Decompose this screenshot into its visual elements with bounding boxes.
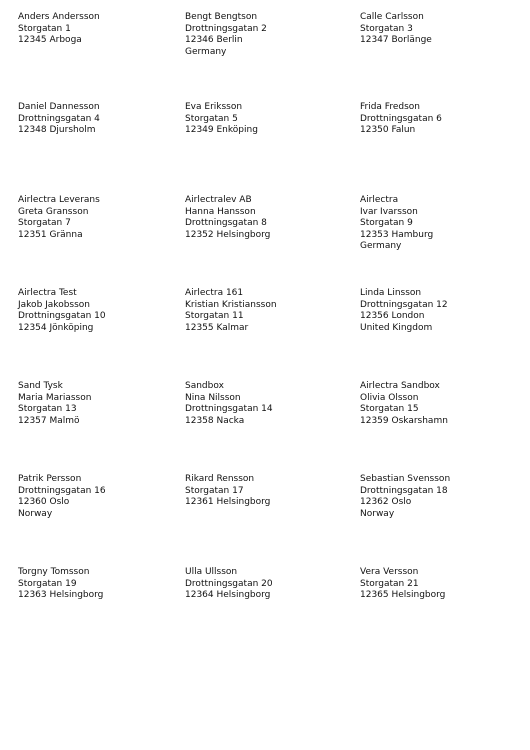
label-line: 12358 Nacka bbox=[185, 415, 245, 426]
label-line: Storgatan 17 bbox=[185, 485, 244, 496]
label-line: 12363 Helsingborg bbox=[18, 590, 104, 600]
label-line: 12349 Enköping bbox=[185, 125, 258, 135]
label-line: Greta Gransson bbox=[18, 206, 89, 217]
label-line: Drottningsgatan 16 bbox=[18, 485, 106, 496]
label-line: Torgny Tomsson bbox=[18, 567, 90, 577]
label-line: Sebastian Svensson bbox=[360, 474, 451, 484]
label-line: 12354 Jönköping bbox=[18, 322, 94, 333]
label-line: Germany bbox=[185, 46, 227, 57]
address-label bbox=[360, 12, 520, 47]
label-line: 12360 Oslo bbox=[18, 497, 70, 507]
address-label bbox=[360, 195, 520, 253]
address-label bbox=[185, 12, 345, 58]
label-line: Storgatan 9 bbox=[360, 218, 413, 228]
label-line: United Kingdom bbox=[360, 322, 433, 333]
address-label bbox=[185, 381, 345, 427]
label-line: Bengt Bengtson bbox=[185, 12, 258, 22]
label-line: Airlectra Leverans bbox=[18, 195, 100, 205]
label-line: 12364 Helsingborg bbox=[185, 590, 271, 600]
label-line: Drottningsgatan 20 bbox=[185, 578, 273, 589]
address-label bbox=[18, 474, 178, 520]
label-line: 12359 Oskarshamn bbox=[360, 415, 448, 426]
label-line: Airlectra Sandbox bbox=[360, 381, 440, 391]
label-line: Storgatan 3 bbox=[360, 23, 413, 34]
address-label bbox=[360, 567, 520, 602]
address-label bbox=[18, 102, 178, 137]
label-line: 12362 Oslo bbox=[360, 497, 412, 507]
label-line: 12345 Arboga bbox=[18, 35, 82, 45]
label-line: 12351 Gränna bbox=[18, 229, 83, 240]
label-line: 12365 Helsingborg bbox=[360, 590, 446, 600]
label-line: Norway bbox=[360, 508, 395, 519]
address-label bbox=[18, 381, 178, 427]
label-line: Anders Andersson bbox=[18, 12, 100, 22]
label-line: Drottningsgatan 10 bbox=[18, 311, 106, 321]
label-line: Storgatan 19 bbox=[18, 578, 77, 589]
label-line: Airlectralev AB bbox=[185, 195, 252, 205]
address-label bbox=[360, 381, 520, 427]
label-line: Storgatan 5 bbox=[185, 113, 238, 124]
address-label bbox=[360, 102, 520, 137]
label-line: Storgatan 13 bbox=[18, 404, 77, 414]
label-line: Jakob Jakobsson bbox=[18, 299, 91, 310]
label-line: 12348 Djursholm bbox=[18, 125, 96, 135]
label-line: Drottningsgatan 8 bbox=[185, 218, 267, 228]
label-line: Maria Mariasson bbox=[18, 392, 92, 403]
address-label bbox=[185, 288, 345, 334]
label-line: Airlectra 161 bbox=[185, 288, 244, 298]
label-line: Patrik Persson bbox=[18, 474, 82, 484]
label-line: Sand Tysk bbox=[18, 381, 63, 391]
label-line: Drottningsgatan 2 bbox=[185, 23, 267, 34]
label-line: Drottningsgatan 12 bbox=[360, 299, 448, 310]
label-line: Airlectra Test bbox=[18, 288, 77, 298]
label-line: Vera Versson bbox=[360, 567, 419, 577]
label-line: Airlectra bbox=[360, 195, 399, 205]
address-label bbox=[18, 12, 178, 47]
address-label bbox=[360, 474, 520, 520]
address-label bbox=[360, 288, 520, 334]
address-label bbox=[185, 567, 345, 602]
address-label bbox=[185, 474, 345, 509]
label-line: 12355 Kalmar bbox=[185, 322, 249, 333]
label-line: Sandbox bbox=[185, 381, 224, 391]
label-line: Storgatan 21 bbox=[360, 578, 419, 589]
label-line: 12346 Berlin bbox=[185, 35, 243, 45]
label-line: Olivia Olsson bbox=[360, 392, 419, 403]
label-line: 12347 Borlänge bbox=[360, 35, 432, 45]
label-line: 12356 London bbox=[360, 311, 425, 321]
label-line: Germany bbox=[360, 241, 402, 251]
label-line: Kristian Kristiansson bbox=[185, 299, 277, 310]
address-label bbox=[185, 195, 345, 241]
address-label bbox=[18, 567, 178, 602]
label-line: Storgatan 11 bbox=[185, 311, 244, 321]
label-line: Rikard Rensson bbox=[185, 474, 255, 484]
label-line: Daniel Dannesson bbox=[18, 102, 100, 112]
label-line: Drottningsgatan 14 bbox=[185, 404, 273, 414]
label-line: Storgatan 15 bbox=[360, 404, 419, 414]
address-label bbox=[185, 102, 345, 137]
label-line: 12357 Malmö bbox=[18, 415, 80, 426]
label-line: Hanna Hansson bbox=[185, 206, 256, 217]
label-line: Ivar Ivarsson bbox=[360, 206, 418, 217]
label-line: 12350 Falun bbox=[360, 125, 416, 135]
label-line: 12353 Hamburg bbox=[360, 229, 434, 240]
label-line: Calle Carlsson bbox=[360, 12, 424, 22]
address-label bbox=[18, 195, 178, 241]
label-line: Drottningsgatan 6 bbox=[360, 113, 442, 124]
label-line: Eva Eriksson bbox=[185, 102, 243, 112]
label-line: Storgatan 7 bbox=[18, 218, 71, 228]
address-label bbox=[18, 288, 178, 334]
label-line: Drottningsgatan 4 bbox=[18, 113, 100, 124]
label-line: Nina Nilsson bbox=[185, 392, 241, 403]
label-line: Norway bbox=[18, 508, 53, 519]
label-line: 12361 Helsingborg bbox=[185, 497, 271, 507]
label-line: Drottningsgatan 18 bbox=[360, 485, 448, 496]
label-line: 12352 Helsingborg bbox=[185, 229, 271, 240]
label-line: Linda Linsson bbox=[360, 288, 422, 298]
label-line: Storgatan 1 bbox=[18, 23, 71, 34]
label-line: Ulla Ullsson bbox=[185, 567, 238, 577]
label-line: Frida Fredson bbox=[360, 102, 420, 112]
